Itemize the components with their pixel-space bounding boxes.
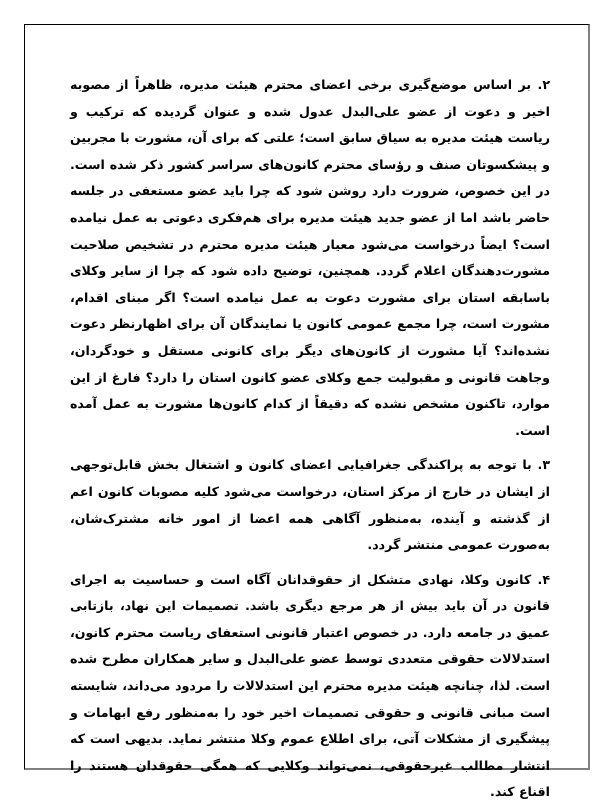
- paragraph-item-2: ۲. بر اساس موضع‌گیری برخی اعضای محترم هیئت مدیره، ظاهراً از مصوبه اخیر و دعوت از عضو علی‌البدل عدول شده و عنوان گردیده که ترکیب و ریاست هیئت مدیره به سیاق سابق است؛ علتی که برای آن، مشورت با مجربین و پیشکسوتان صنف و رؤسای محترم کانون‌های سراسر کشور ذکر شده است. در این خصوص، ضرورت دارد روشن شود که چرا باید عضو مستعفی در جلسه حاضر باشد اما از عضو جدید هیئت مدیره برای هم‌فکری دعوتی به عمل نیامده است؟ ایضاً درخواست می‌شود معیار هیئت مدیره محترم در تشخیص صلاحیت مشورت‌دهندگان اعلام گردد. همچنین، توضیح داده شود که چرا از سایر وکلای باسابقه استان برای مشورت دعوت به عمل نیامده است؟ اگر مبنای اقدام، مشورت است، چرا مجمع عمومی کانون یا نمایندگان آن برای اظهارنظر دعوت نشده‌اند؟ آیا مشورت از کانون‌های دیگر برای کانونی مستقل و خودگردان، وجاهت قانونی و مقبولیت جمع وکلای عضو کانون استان را دارد؟ فارغ از این موارد، تاکنون مشخص نشده که دقیقاً از کدام کانون‌ها مشورت به عمل آمده است.: [70, 77, 550, 438]
- paragraph-item-4: ۴. کانون وکلا، نهادی متشکل از حقوقدانان آگاه است و حساسیت به اجرای قانون در آن باید بیش از هر مرجع دیگری باشد. تصمیمات این نهاد، بازتابی عمیق در جامعه دارد. در خصوص اعتبار قانونی استعفای ریاست محترم کانون، استدلالات حقوقی متعددی توسط عضو علی‌البدل و سایر همکاران مطرح شده است. لذا، چنانچه هیئت مدیره محترم این استدلالات را مردود می‌داند، شایسته است مبانی قانونی و حقوقی تصمیمات اخیر خود را به‌منظور رفع ابهامات و پیشگیری از مشکلات آتی، برای اطلاع عموم وکلا منتشر نماید. بدیهی است که انتشار مطالب غیرحقوقی، نمی‌تواند وکلایی که همگی حقوقدان هستند را اقناع کند.: [70, 571, 550, 800]
- paragraph-item-3: ۳. با توجه به پراکندگی جغرافیایی اعضای کانون و اشتغال بخش قابل‌توجهی از ایشان در خارج از مرکز استان، درخواست می‌شود کلیه مصوبات کانون اعم از گذشته و آینده، به‌منظور آگاهی همه اعضا از امور خانه مشترک‌شان، به‌صورت عمومی منتشر گردد.: [70, 457, 550, 553]
- document-body: [70, 72, 550, 806]
